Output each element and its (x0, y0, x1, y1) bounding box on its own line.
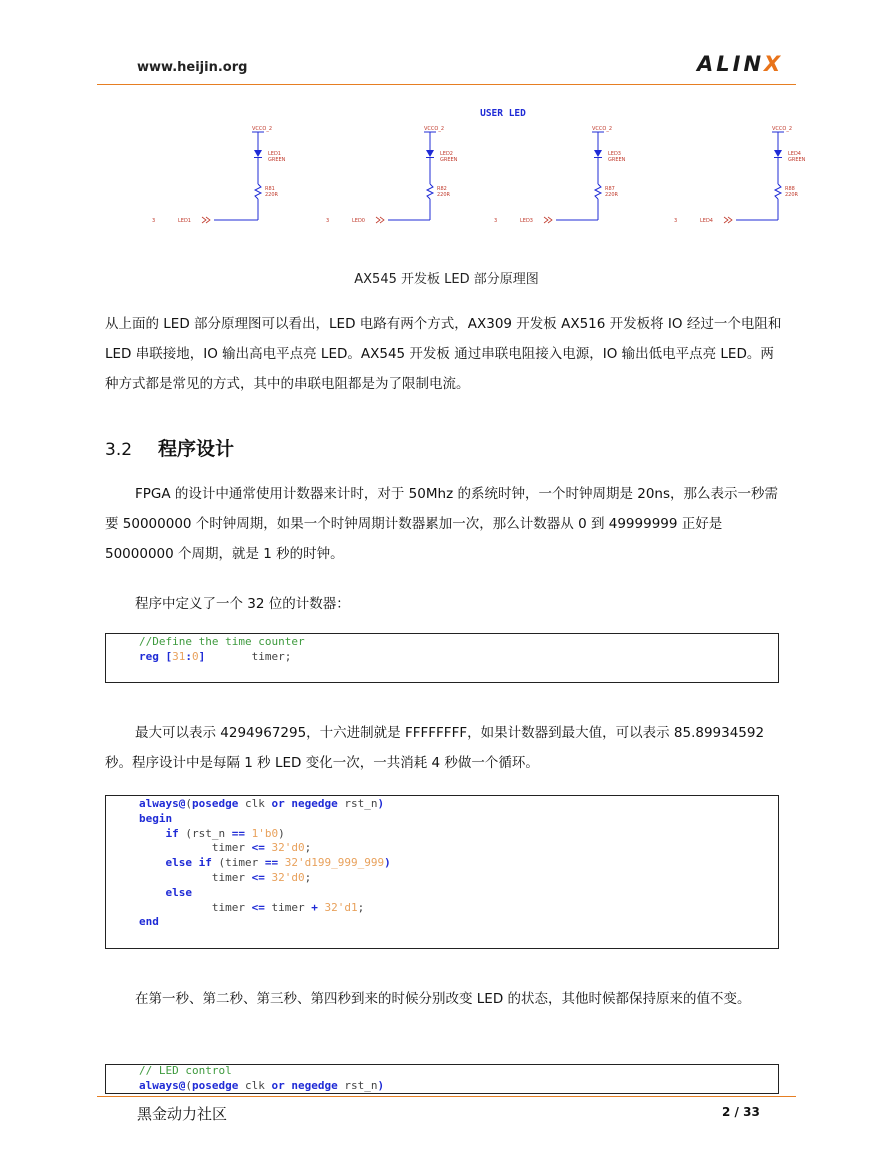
net-label: LED3 (520, 218, 533, 224)
resistor-ref: R87 (605, 186, 615, 192)
code-text: // LED control always@(posedge clk or negedge rst_n) (139, 1064, 385, 1092)
code-text: //Define the time counter reg [31:0] timer; (139, 635, 305, 663)
led-ref: LED3 (608, 151, 621, 157)
schematic-title: USER LED (480, 108, 526, 119)
code-block-timer (105, 795, 779, 949)
resistor-icon (255, 184, 261, 199)
footer-community: 黑金动力社区 (137, 1105, 228, 1123)
net-label: LED0 (352, 218, 365, 224)
led-schematic (140, 104, 806, 234)
alinx-logo (697, 52, 783, 76)
led-diode-icon (774, 150, 782, 157)
pin-number: 3 (674, 218, 678, 224)
section-title: 程序设计 (158, 438, 235, 460)
section-heading (105, 434, 234, 461)
net-label: LED4 (700, 218, 713, 224)
logo-text: ALIN (697, 52, 765, 76)
resistor-value: 220R (437, 192, 451, 198)
resistor-value: 220R (605, 192, 619, 198)
resistor-value: 220R (265, 192, 279, 198)
resistor-ref: R82 (437, 186, 447, 192)
pin-number: 3 (152, 218, 156, 224)
paragraph-4: 最大可以表示 4294967295，十六进制就是 FFFFFFFF，如果计数器到最大值，可以表示 85.89934592 秒。程序设计中是每隔 1 秒 LED 变化一次，一共消耗 4 秒做一个循环。 (105, 725, 765, 771)
figure-caption: AX545 开发板 LED 部分原理图 (354, 272, 539, 287)
paragraph-1: 从上面的 LED 部分原理图可以看出，LED 电路有两个方式，AX309 开发板 AX516 开发板将 IO 经过一个电阻和 LED 串联接地，IO 输出高电平点亮 LED。AX545 开发板 通过串联电阻接入电源，IO 输出低电平点亮 LED。两种方式都是常见的方式，其中的串联电阻都是为了限制电流。 (105, 316, 782, 392)
net-arrow-icon (724, 217, 728, 223)
led-color: GREEN (440, 157, 458, 163)
paragraph-2: FPGA 的设计中通常使用计数器来计时，对于 50Mhz 的系统时钟，一个时钟周期是 20ns，那么表示一秒需要 50000000 个时钟周期，如果一个时钟周期计数器累加一次，那么计数器从 0 到 49999999 正好是 50000000 个周期，就是 1 秒的时钟。 (105, 486, 779, 562)
logo-x: X (764, 52, 784, 76)
code-block-counter (105, 633, 779, 683)
resistor-icon (427, 184, 433, 199)
pin-number: 3 (494, 218, 498, 224)
header-rule (97, 84, 796, 85)
vcc-label: VCCO_2 (424, 126, 445, 132)
led-color: GREEN (608, 157, 626, 163)
paragraph-5: 在第一秒、第二秒、第三秒、第四秒到来的时候分别改变 LED 的状态，其他时候都保持原来的值不变。 (135, 991, 751, 1007)
resistor-icon (595, 184, 601, 199)
vcc-label: VCCO_2 (592, 126, 613, 132)
led-ref: LED4 (788, 151, 801, 157)
resistor-value: 220R (785, 192, 799, 198)
vcc-label: VCCO_2 (252, 126, 273, 132)
net-arrow-icon (376, 217, 380, 223)
led-diode-icon (254, 150, 262, 157)
resistor-icon (775, 184, 781, 199)
resistor-ref: R81 (265, 186, 275, 192)
led-ref: LED2 (440, 151, 453, 157)
section-number: 3.2 (105, 440, 133, 460)
code-text: always@(posedge clk or negedge rst_n) begin if (rst_n == 1'b0) timer <= 32'd0; else if (timer == 32'd199_999_999) timer <= 32'd0; else timer <= timer + 32'd1; end (139, 797, 391, 929)
led-diode-icon (594, 150, 602, 157)
paragraph-3: 程序中定义了一个 32 位的计数器： (135, 596, 350, 612)
code-block-led-control (105, 1064, 779, 1094)
net-arrow-icon (544, 217, 548, 223)
net-label: LED1 (178, 218, 191, 224)
led-color: GREEN (788, 157, 806, 163)
led-diode-icon (426, 150, 434, 157)
vcc-label: VCCO_2 (772, 126, 793, 132)
net-arrow-icon (202, 217, 206, 223)
led-color: GREEN (268, 157, 286, 163)
pin-number: 3 (326, 218, 330, 224)
footer-rule (97, 1096, 796, 1097)
led-ref: LED1 (268, 151, 281, 157)
site-url: www.heijin.org (137, 60, 248, 75)
page-number: 2 / 33 (722, 1105, 760, 1119)
resistor-ref: R88 (785, 186, 795, 192)
